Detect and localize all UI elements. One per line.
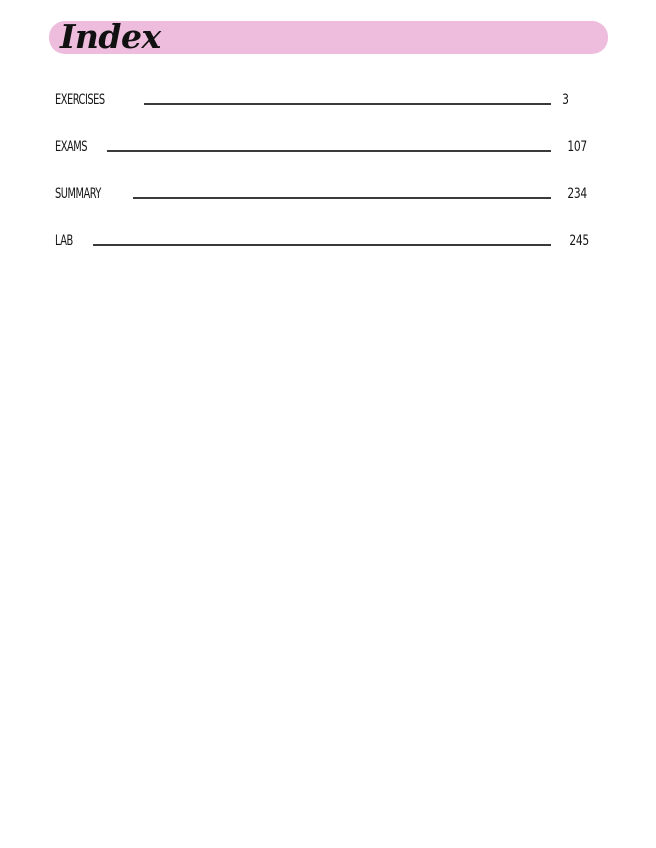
- index-entry-exercises[interactable]: [55, 86, 589, 114]
- leader-line: [144, 103, 551, 105]
- entry-label: EXAMS: [55, 139, 88, 155]
- leader-line: [93, 244, 551, 246]
- entry-label: LAB: [55, 233, 73, 249]
- index-entry-summary[interactable]: [55, 180, 589, 208]
- entry-page-number: 3: [562, 92, 569, 108]
- page-title: Index: [60, 17, 161, 56]
- index-title-bar: [49, 17, 608, 56]
- index-entry-exams[interactable]: [55, 133, 589, 161]
- leader-line: [107, 150, 551, 152]
- entry-label: EXERCISES: [55, 92, 105, 108]
- entry-page-number: 107: [567, 139, 587, 155]
- index-entry-lab[interactable]: [55, 227, 589, 255]
- leader-line: [133, 197, 551, 199]
- entry-page-number: 234: [567, 186, 587, 202]
- entry-page-number: 245: [569, 233, 589, 249]
- entry-label: SUMMARY: [55, 186, 101, 202]
